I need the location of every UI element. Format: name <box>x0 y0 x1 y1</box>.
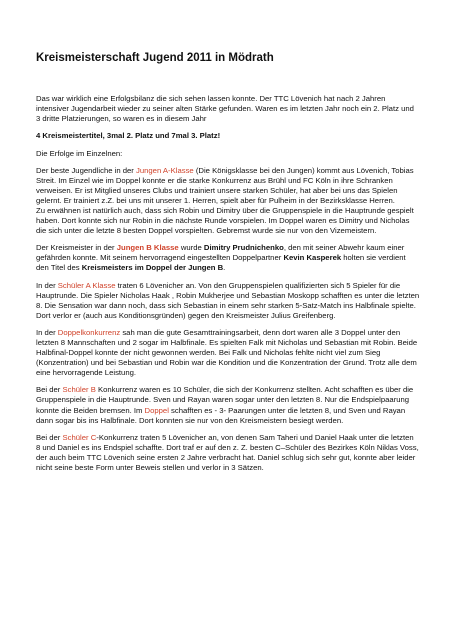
text-run: Zu erwähnen ist natürlich auch, dass sich Robin und Dimitry über die Gruppenspiele in die Hauptrunde gespielt haben. Dort konnte sich nur Robin in die nächste Runde vorspielen. Im Doppel waren es Dimitry und Nicholas die sich unter die letzte 8 besten Doppel vorspielten. Gebremst wurde sie nur von den Vizemeistern. <box>36 205 414 236</box>
doubles-competition: Doppelkonkurrenz <box>57 328 121 338</box>
headline-text: 4 Kreismeistertitel, 3mal 2. Platz und 7mal 3. Platz! <box>36 131 221 141</box>
jungen-a-class: Jungen A-Klasse <box>136 165 194 175</box>
schueler-a-class: Schüler A Klasse <box>57 280 116 290</box>
doubles-title: Kreismeisters im Doppel der Jungen B <box>81 263 224 273</box>
champion-name: Dimitry Prudnichenko <box>203 243 284 253</box>
text-run: Konkurrenz waren es 10 Schüler, die sich der Konkurrenz stellten. Acht schafften es über die Gruppenspiele in die Hauptrunde. Sven und Rayan waren sogar unter den letzten 8. Nur die Endspielpaarung konnte die Beiden bremsen. Im <box>36 385 414 415</box>
text-run: sah man die gute Gesamttrainingsarbeit, denn dort waren alle 3 Doppel unter den letzten 8 Mannschaften und 2 sogar im Halbfinale. Es spielten Falk mit Nicholas und Sebastian mit Robin. Beide Halbfinal-Doppel konnte der nicht gewonnen werden. Bei Falk und Nicholas fehlte nicht viel zum Sieg (Konzentration) und bei Sebastian und Robin war die Kondition und die Konzentration der Grund. Trotz alle dem eine hervorragende Leistung. <box>36 328 418 378</box>
jungen-a-paragraph <box>36 166 420 236</box>
schueler-c-paragraph <box>36 433 420 473</box>
jungen-b-class: Jungen B Klasse <box>116 243 179 253</box>
text-run: schafften es - 3- Paarungen unter die letzten 8, und Sven und Rayan dann sogar bis ins Halbfinale. Dort konnten sie nur von den Kreismeistern besiegt werden. <box>36 405 406 425</box>
text-run: holten sie verdient den Titel des <box>36 253 406 273</box>
headline <box>36 131 420 141</box>
doubles-paragraph <box>36 328 420 378</box>
doppel-highlight: Doppel <box>144 405 169 415</box>
schueler-a-paragraph <box>36 281 420 321</box>
schueler-b-class: Schüler B <box>62 385 96 395</box>
text-run: Der Kreismeister in der <box>36 243 117 253</box>
text-run: Der beste Jugendliche in der <box>36 165 136 175</box>
text-run: In der <box>36 280 58 290</box>
jungen-b-paragraph <box>36 243 420 273</box>
intro-paragraph: Das war wirklich eine Erfolgsbilanz die sich sehen lassen konnte. Der TTC Lövenich hat nach 2 Jahren intensiver Jugendarbeit wieder zu seiner alten Stärke gefunden. Waren es im letzten Jahr noch ein 2. Platz und 3 dritte Platzierungen, so waren es in diesem Jahr <box>36 94 414 124</box>
results-intro: Die Erfolge im Einzelnen: <box>36 148 123 158</box>
doubles-partner-name: Kevin Kasperek <box>283 253 342 263</box>
text-run: (Die Königsklasse bei den Jungen) kommt aus Lövenich, Tobias Streit. Im Einzel wie im Doppel konnte er die starke Konkurrenz aus Brühl und FC Köln in ihre Schranken verweisen. Er ist Mitglied unseres Clubs und trainiert unsere starken Schüler, hat aber bei uns das Spielen gelernt. Er trainiert z.Z. bei uns mit unserer 1. Herren, spielt aber für Pulheim in der Bezirksklasse Herren. <box>36 165 414 205</box>
text-run: Bei der <box>36 385 63 395</box>
document-title: Kreismeisterschaft Jugend 2011 in Mödrath <box>36 52 274 64</box>
schueler-b-paragraph <box>36 385 420 425</box>
text-run: , den mit seiner Abwehr kaum einer gefährden konnte. Mit seinem hervorragend eingestellten Doppelpartner <box>36 243 405 263</box>
document-body <box>36 94 420 480</box>
text-run: Bei der <box>36 432 63 442</box>
text-run: . <box>223 263 226 273</box>
text-run: traten 6 Lövenicher an. Von den Gruppenspielen qualifizierten sich 5 Spieler für die Hauptrunde. Die Spieler Nicholas Haak , Robin Mukherjee und Sebastian Moskopp schafften es unter die letzten 8. Die Sensation war dann noch, dass sich Sebastian in einem sehr starken 5-Satz-Match ins Halbfinale spielte. Dort verlor er (auch aus Konditionsgründen) gegen den Kreismeister Julius Greifenberg. <box>36 280 420 320</box>
text-run: -Konkurrenz traten 5 Lövenicher an, von denen Sam Taheri und Daniel Haak unter die letzten 8 und Daniel es ins Endspiel schaffte. Dort traf er auf den z. Z. besten C–Schüler des Bezirkes Köln Niklas Voss, der auch beim TTC Lövenich seine ersten 2 Jahre verbracht hat. Daniel schlug sich sehr gut, konnte aber leider nicht seine beste Form unter Beweis stellen und verlor in 3 Sätzen. <box>36 432 419 472</box>
schueler-c-class: Schüler C <box>62 432 97 442</box>
text-run: In der <box>36 328 58 338</box>
text-run: wurde <box>178 243 204 253</box>
